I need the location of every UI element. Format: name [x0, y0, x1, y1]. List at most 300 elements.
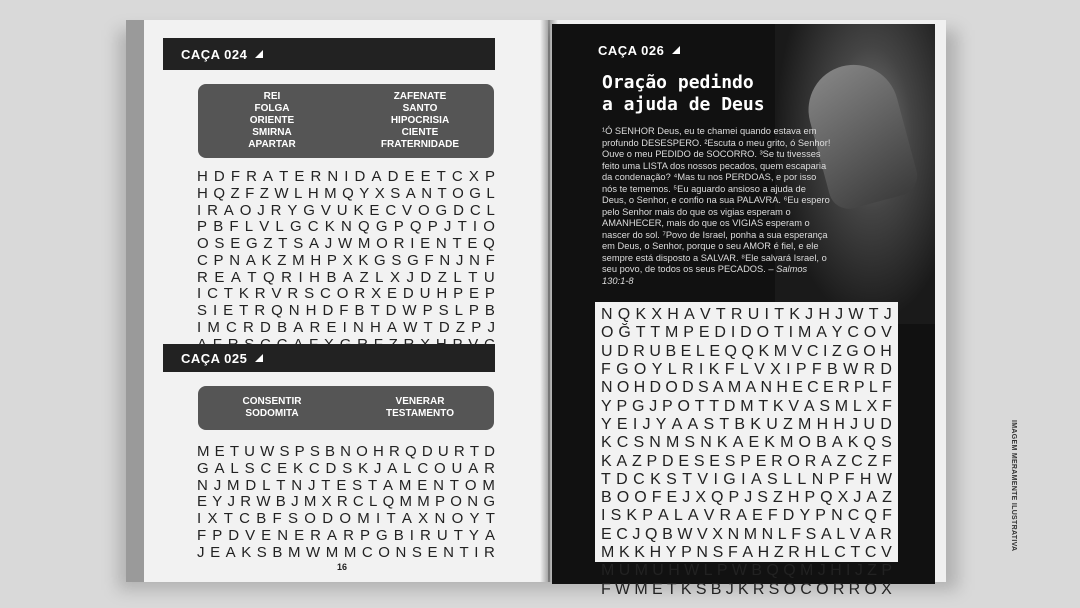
grid-letter: L [703, 562, 713, 580]
grid-letter: R [207, 201, 218, 219]
word-list-item: SMIRNA [252, 127, 292, 138]
grid-letter: Y [655, 415, 667, 433]
grid-letter: A [293, 319, 304, 337]
grid-letter: A [401, 510, 412, 528]
grid-row [197, 493, 495, 510]
grid-letter: M [398, 476, 412, 494]
grid-letter: A [821, 452, 832, 470]
grid-letter: D [245, 476, 257, 494]
grid-letter: E [792, 379, 803, 397]
grid-letter: M [780, 434, 794, 452]
grid-letter: J [835, 306, 844, 324]
grid-letter: C [616, 525, 628, 543]
grid-letter: X [374, 184, 385, 202]
grid-letter: E [294, 526, 305, 544]
grid-letter: E [616, 415, 628, 433]
grid-letter: E [214, 442, 225, 460]
grid-letter: U [437, 442, 449, 460]
grid-letter: P [484, 285, 495, 303]
grid-letter: N [727, 525, 740, 543]
grid-letter: D [420, 268, 432, 286]
triangle-icon [672, 46, 680, 54]
grid-letter: A [712, 379, 724, 397]
grid-row [197, 477, 495, 494]
grid-letter: D [616, 470, 628, 488]
grid-letter: H [370, 319, 381, 337]
grid-letter: T [758, 397, 769, 415]
grid-letter: J [850, 415, 859, 433]
grid-letter: C [451, 167, 463, 185]
grid-letter: K [789, 306, 800, 324]
grid-letter: U [436, 526, 448, 544]
grid-letter: P [815, 507, 826, 525]
grid-letter: E [651, 580, 663, 598]
grid-letter: L [739, 361, 749, 379]
grid-letter: C [260, 459, 272, 477]
grid-letter: C [800, 580, 812, 598]
grid-letter: N [467, 493, 479, 511]
grid-letter: S [342, 459, 353, 477]
grid-letter: A [803, 397, 815, 415]
grid-letter: P [393, 218, 404, 236]
grid-letter: R [243, 319, 254, 337]
grid-letter: Z [773, 544, 784, 561]
grid-row [601, 507, 892, 525]
grid-row [197, 544, 495, 561]
grid-letter: A [736, 507, 747, 525]
hunt-024-grid [197, 168, 495, 353]
grid-letter: F [339, 302, 349, 320]
grid-letter: T [229, 442, 239, 460]
grid-letter: U [244, 442, 255, 460]
grid-letter: O [616, 489, 630, 507]
grid-letter: H [436, 285, 448, 303]
grid-letter: M [417, 493, 430, 511]
grid-letter: H [859, 470, 872, 488]
grid-letter: X [468, 167, 479, 185]
grid-letter: D [325, 459, 337, 477]
grid-letter: C [834, 544, 846, 561]
grid-row [601, 544, 892, 562]
grid-letter: A [225, 543, 236, 561]
hunt-026-header [580, 34, 760, 66]
grid-letter: L [836, 525, 846, 543]
grid-letter: T [774, 306, 784, 324]
grid-letter: O [798, 434, 811, 452]
grid-letter: Y [665, 544, 677, 561]
grid-letter: E [680, 342, 692, 360]
grid-letter: B [256, 510, 267, 528]
grid-letter: U [649, 342, 661, 360]
grid-letter: D [740, 324, 752, 342]
page-number: 16 [337, 562, 348, 572]
grid-letter: K [847, 434, 859, 452]
grid-letter: E [326, 319, 337, 337]
grid-letter: Z [831, 342, 842, 360]
grid-letter: L [868, 379, 878, 397]
grid-letter: T [485, 510, 495, 528]
grid-letter: A [371, 167, 382, 185]
grid-letter: L [369, 493, 378, 511]
grid-letter: Q [342, 184, 354, 202]
psalm-text [602, 126, 832, 287]
grid-letter: T [368, 476, 378, 494]
grid-letter: C [616, 434, 629, 452]
grid-letter: R [633, 342, 645, 360]
grid-letter: H [757, 544, 770, 561]
grid-letter: Z [773, 489, 783, 507]
side-caption: IMAGEM MERAMENTE ILUSTRATIVA [1010, 420, 1017, 552]
grid-letter: P [471, 319, 482, 337]
grid-letter: Z [277, 251, 287, 269]
grid-letter: U [451, 459, 463, 477]
grid-letter: J [649, 397, 658, 415]
grid-letter: K [650, 470, 661, 488]
grid-letter: J [213, 476, 222, 494]
grid-letter: E [709, 342, 720, 360]
grid-letter: A [342, 268, 353, 286]
grid-letter: L [230, 459, 239, 477]
grid-letter: E [469, 285, 480, 303]
grid-letter: K [261, 251, 272, 269]
grid-row [197, 319, 495, 336]
grid-letter: T [635, 324, 646, 342]
grid-letter: A [742, 544, 754, 561]
grid-letter: X [770, 361, 781, 379]
grid-letter: C [864, 544, 877, 561]
grid-letter: R [197, 268, 208, 286]
grid-letter: O [450, 493, 462, 511]
grid-letter: E [666, 489, 678, 507]
grid-letter: J [227, 493, 236, 511]
grid-letter: N [434, 510, 446, 528]
grid-letter: E [230, 235, 241, 253]
grid-letter: O [864, 580, 877, 598]
grid-row [601, 324, 892, 342]
grid-letter: E [420, 235, 431, 253]
grid-letter: N [601, 306, 613, 324]
grid-letter: D [484, 442, 495, 460]
grid-letter: Ğ [618, 324, 631, 342]
grid-letter: Q [711, 489, 724, 507]
grid-letter: I [632, 415, 638, 433]
grid-letter: R [254, 302, 266, 320]
grid-letter: H [197, 184, 208, 202]
grid-letter: J [406, 268, 414, 286]
grid-letter: M [399, 493, 413, 511]
psalm-reference: – Salmos 130:1-8 [602, 264, 808, 286]
grid-letter: A [816, 324, 827, 342]
grid-letter: E [601, 525, 612, 543]
grid-letter: R [730, 306, 743, 324]
grid-letter: A [484, 526, 495, 544]
grid-letter: H [833, 415, 845, 433]
grid-letter: A [831, 434, 843, 452]
grid-letter: A [308, 235, 319, 253]
grid-letter: P [646, 452, 658, 470]
grid-letter: Q [724, 342, 737, 360]
grid-letter: P [213, 251, 224, 269]
triangle-icon [255, 354, 263, 362]
grid-letter: L [486, 201, 495, 219]
grid-letter: F [601, 361, 611, 379]
grid-letter: L [852, 397, 862, 415]
grid-letter: K [358, 251, 369, 269]
grid-letter: M [482, 476, 495, 494]
grid-letter: C [807, 379, 819, 397]
grid-letter: A [750, 470, 762, 488]
grid-letter: U [747, 306, 760, 324]
grid-letter: J [307, 476, 316, 494]
grid-letter: P [453, 285, 464, 303]
grid-letter: O [304, 510, 316, 528]
grid-letter: F [197, 526, 207, 544]
grid-letter: N [327, 167, 339, 185]
grid-letter: M [343, 543, 357, 561]
grid-letter: Q [863, 434, 876, 452]
hunt-024-title: CAÇA 024 [181, 46, 248, 62]
grid-letter: B [601, 489, 612, 507]
grid-letter: W [843, 361, 859, 379]
grid-row [197, 527, 495, 544]
grid-letter: Y [831, 324, 843, 342]
grid-letter: N [435, 235, 447, 253]
grid-letter: I [713, 470, 718, 488]
grid-letter: J [817, 562, 826, 580]
grid-letter: N [229, 251, 241, 269]
grid-letter: U [863, 415, 875, 433]
hunt-026-title: CAÇA 026 [598, 42, 665, 58]
grid-letter: C [847, 324, 859, 342]
grid-letter: Z [259, 184, 269, 202]
grid-letter: E [261, 526, 272, 544]
grid-letter: A [387, 459, 398, 477]
grid-row [197, 168, 495, 185]
grid-letter: V [881, 324, 892, 342]
grid-letter: D [617, 342, 629, 360]
grid-letter: N [197, 476, 208, 494]
grid-letter: R [771, 452, 783, 470]
grid-letter: P [294, 442, 305, 460]
grid-letter: A [214, 459, 225, 477]
grid-letter: K [358, 459, 369, 477]
grid-letter: O [783, 580, 797, 598]
grid-letter: A [468, 459, 479, 477]
grid-letter: M [324, 184, 337, 202]
grid-letter: F [882, 507, 892, 525]
grid-letter: X [418, 510, 429, 528]
grid-letter: T [436, 167, 446, 185]
grid-letter: S [693, 452, 705, 470]
grid-letter: H [816, 415, 829, 433]
grid-letter: I [474, 543, 479, 561]
grid-letter: W [306, 543, 321, 561]
grid-letter: Y [469, 510, 480, 528]
grid-letter: S [768, 580, 780, 598]
grid-letter: E [223, 302, 234, 320]
grid-letter: F [424, 251, 434, 269]
grid-letter: O [787, 452, 800, 470]
grid-letter: C [361, 543, 373, 561]
grid-letter: J [744, 489, 753, 507]
grid-letter: V [320, 201, 331, 219]
grid-letter: S [411, 543, 422, 561]
grid-letter: O [376, 235, 388, 253]
psalm-verse: ¹Ó SENHOR Deus, eu te chamei quando estava em profundo DESESPERO. ²Escuta o meu grito, ó Senhor! Ouve o meu PEDIDO de SOCORRO. ³Se tu tivesses feito uma LISTA dos nossos pecados, quem escaparia da condenação? ⁴Mas tu nos PERDOAS, e por isso nós te tememos. ⁵Eu aguardo ansioso a ajuda de Deus, o Senhor, e confio na sua PALAVRA. ⁶Eu espero pelo Senhor mais do que os vigias esperam o AMANHECER, mais do que os VIGIAS esperam o nascer do sol. ⁷Povo de Israel, ponha a sua esperança em Deus, o Senhor, porque o seu AMOR é fiel, e ele sempre está disposto a SALVAR. ⁸Ele salvará Israel, o seu povo, de todos os seus PECADOS. [602, 126, 831, 274]
grid-letter: T [709, 397, 720, 415]
grid-letter: E [277, 459, 288, 477]
grid-letter: M [357, 235, 371, 253]
grid-letter: E [748, 434, 760, 452]
grid-letter: E [698, 324, 710, 342]
grid-letter: M [743, 525, 758, 543]
grid-letter: S [684, 434, 696, 452]
grid-letter: J [725, 580, 734, 598]
grid-letter: K [750, 415, 761, 433]
grid-letter: D [438, 319, 450, 337]
grid-letter: T [449, 476, 459, 494]
grid-letter: T [650, 324, 661, 342]
grid-letter: Q [617, 306, 631, 324]
grid-letter: E [678, 452, 690, 470]
grid-letter: E [755, 452, 767, 470]
grid-letter: S [767, 470, 778, 488]
grid-letter: I [197, 319, 202, 337]
word-list-item: APARTAR [248, 139, 296, 150]
grid-letter: A [327, 526, 338, 544]
grid-letter: T [694, 397, 705, 415]
grid-letter: S [881, 434, 892, 452]
grid-letter: P [435, 493, 446, 511]
grid-letter: C [320, 285, 331, 303]
grid-letter: P [795, 361, 807, 379]
grid-letter: O [863, 342, 876, 360]
grid-letter: T [868, 306, 879, 324]
grid-letter: V [849, 525, 861, 543]
grid-letter: S [438, 302, 449, 320]
grid-letter: O [483, 218, 495, 236]
grid-letter: I [698, 361, 704, 379]
grid-letter: B [734, 415, 746, 433]
grid-letter: E [404, 167, 415, 185]
grid-letter: I [376, 510, 381, 528]
grid-letter: J [853, 489, 862, 507]
grid-row [197, 235, 495, 252]
grid-letter: D [387, 167, 399, 185]
hunt-024-word-list [198, 84, 494, 158]
grid-letter: E [427, 543, 438, 561]
grid-letter: R [240, 493, 252, 511]
grid-letter: X [881, 580, 892, 598]
grid-letter: R [863, 361, 876, 379]
grid-row [197, 510, 495, 527]
grid-letter: W [402, 302, 417, 320]
grid-row [197, 269, 495, 286]
grid-letter: B [484, 302, 495, 320]
grid-letter: Q [409, 218, 422, 236]
grid-letter: O [756, 324, 770, 342]
grid-letter: I [472, 218, 478, 236]
word-list-item: FOLGA [254, 103, 290, 114]
grid-letter: T [386, 510, 396, 528]
grid-letter: G [374, 251, 386, 269]
grid-letter: H [309, 268, 320, 286]
grid-letter: H [307, 184, 319, 202]
hunt-025-title: CAÇA 025 [181, 350, 248, 366]
grid-letter: P [828, 470, 840, 488]
grid-letter: K [601, 452, 612, 470]
grid-letter: B [354, 302, 365, 320]
grid-letter: B [326, 268, 337, 286]
grid-letter: V [791, 342, 803, 360]
grid-letter: Z [631, 452, 642, 470]
grid-row [601, 434, 892, 452]
grid-letter: J [443, 218, 452, 236]
grid-letter: O [197, 235, 209, 253]
grid-letter: R [254, 285, 266, 303]
grid-letter: S [293, 235, 304, 253]
grid-letter: P [359, 526, 370, 544]
grid-letter: W [731, 562, 748, 580]
grid-letter: A [866, 489, 878, 507]
grid-letter: M [740, 397, 754, 415]
grid-letter: M [227, 476, 240, 494]
grid-letter: M [357, 510, 370, 528]
grid-letter: M [773, 342, 788, 360]
grid-letter: Z [882, 489, 892, 507]
grid-letter: E [752, 507, 763, 525]
grid-letter: I [213, 302, 218, 320]
grid-letter: T [469, 442, 479, 460]
grid-letter: Y [601, 397, 612, 415]
grid-letter: Y [799, 507, 811, 525]
grid-letter: W [677, 525, 693, 543]
grid-letter: C [806, 342, 819, 360]
grid-letter: L [375, 268, 384, 286]
grid-letter: R [453, 442, 465, 460]
grid-letter: A [658, 507, 669, 525]
grid-letter: G [435, 201, 448, 219]
grid-letter: O [677, 397, 690, 415]
grid-letter: R [246, 167, 257, 185]
grid-letter: I [298, 268, 303, 286]
grid-letter: A [864, 525, 876, 543]
grid-letter: C [239, 510, 250, 528]
grid-letter: R [270, 201, 282, 219]
prayer-heading [602, 72, 765, 116]
grid-letter: V [259, 218, 270, 236]
grid-letter: K [353, 201, 364, 219]
grid-letter: P [326, 251, 337, 269]
grid-letter: L [777, 525, 787, 543]
grid-letter: X [651, 306, 663, 324]
grid-letter: Y [212, 493, 223, 511]
grid-letter: U [419, 285, 431, 303]
grid-letter: P [740, 452, 751, 470]
grid-row [601, 361, 892, 379]
grid-letter: K [324, 218, 335, 236]
grid-letter: E [214, 268, 225, 286]
grid-letter: Y [359, 184, 370, 202]
grid-letter: R [309, 319, 321, 337]
grid-letter: A [687, 415, 699, 433]
grid-letter: R [287, 285, 299, 303]
grid-letter: L [244, 218, 254, 236]
grid-letter: G [289, 218, 302, 236]
grid-letter: T [223, 285, 233, 303]
grid-letter: K [635, 306, 647, 324]
grid-letter: S [304, 285, 315, 303]
